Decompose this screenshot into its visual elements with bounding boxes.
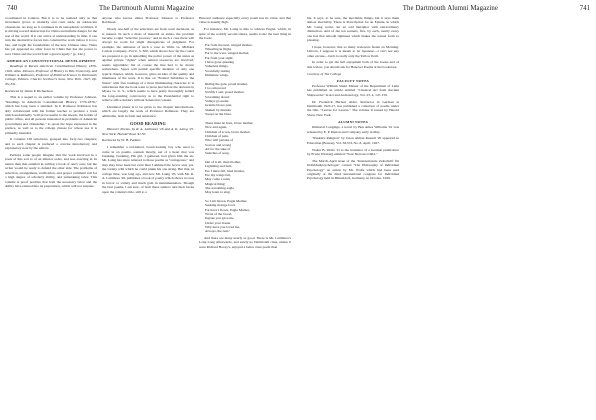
section-heading: GOOD READING [129, 121, 167, 127]
credit-line: Courtesy of The College [307, 71, 342, 76]
paragraph: Walter B. Wolfe '21 is the translator of a German publication by Erwin Wexberg entitled "Your Nervous Child." [307, 147, 399, 156]
right-column-1 [307, 16, 399, 183]
poem-line: I have gone questing [205, 60, 235, 65]
poem [205, 43, 291, 234]
paragraph: Perhaps some people imagine that the work involved in a book of this sort is of an inferior order, and less exacting in its nature than that entailed in writing a book of one's own; but the writer would be ready to defend the other side. The problems of selection, arrangement, verification, and proper comment call for a high degree of scholarly ability, and painstaking labor. This volume is proof positive that both the necessary labor and the ability have entered into its preparation, which will not surprise [5, 152, 97, 189]
poem-line: Immature wings. [205, 73, 229, 78]
left-running-head [7, 5, 288, 12]
poem-line: Ere I must fall, tired mother, [205, 168, 245, 173]
paragraph: Professor William Stuart Messer of the Department of Latin has published an article entitled "Classical Art from Ancient Shipwrecks" in Art and Archaeology, Vol. 23, 4, 147-159. [307, 84, 399, 97]
poem-line: So I am blown, Eagle Mother, [205, 199, 248, 204]
left-columns [5, 16, 290, 251]
book-citation: Hanover Poems, by R. A. Lattimore '26 and A. K. Laing '25. New York: Harold Vinal. $1.50. [102, 127, 194, 136]
poem-line: Out of it all, tired mother, [205, 159, 241, 164]
poem-line: May come a rend, [205, 177, 231, 182]
paragraph: I hope, however, that so many reviewers fasten on Morning, Unborn. I suppose it is meant to be Japanese—I can't see any other excuse—but it is really only the Yellow Peril. [307, 44, 399, 58]
poem-line: May learn to sing. [205, 190, 231, 195]
poem-line: I too am proud [205, 86, 226, 91]
poem-line: Granite blows past, [205, 103, 233, 108]
poem-line: Ere my wings fail, [205, 172, 231, 177]
paragraph: And there are many nearly as good. There is Mr. Lattimore's Long Long Afterwards, and surely no Dartmouth class, unless it were Richard Hovey's, enjoyed a better class poem than [199, 235, 291, 249]
left-page [0, 0, 294, 420]
poem-line: Scornfully testing [205, 68, 230, 73]
poem-line: All for the sake of [205, 146, 231, 151]
paragraph: coordinated in Cannon. But it is to be realized only as that movement grows to maturity and casts aside its adolescent obsessions. As long as it continues in its xenophobic activities, it is driving toward destruction for China and infinite danger for the rest of the world. If it can arrive at understanding in time, it can turn the destructive forces into constructive work before it is too late, and begin the foundations of the new Chinese state. There has yet appeared no other force in China that has the power to save China and the world from a great tragedy." (p. 242.) [5, 16, 97, 56]
paragraph: Hanover audience especially every poem has its value, and that value is usually high. [199, 16, 291, 25]
poem-line: Ingrate you gave me [205, 216, 234, 221]
poem-line: Why have you loved me, [205, 225, 241, 230]
poem-line: Sorrow and wrong [205, 142, 232, 147]
poem-line: Lightning and hail, [205, 164, 232, 169]
poem-line: Seeking strange food, [205, 203, 236, 208]
poem-line: Worst of the brood, [205, 212, 233, 217]
reviewer-byline: Reviewed by James P. Richardson [5, 88, 53, 93]
paragraph: Dr. Frederick Herbert Alder, Instructor in German at Dartmouth 1924-17, has published a collection of poems under the title, "Leaves for Leaves." The volume is issued by Harold Vinal, New York. [307, 99, 399, 117]
poem-line: Swept on the blast. [205, 112, 232, 117]
paragraph: In order to get the full enjoyment both of the books and of this review, you should ask for Hanover Poems at the bookstore. [307, 60, 399, 69]
section-heading: ALUMNI NOTES [337, 120, 369, 125]
poem-line: Children of pain, [205, 133, 229, 138]
poem-line: Snatches of song. [205, 151, 230, 156]
poem-line: Wheeling in flight, [205, 46, 232, 51]
poem-line: Valueless things, [205, 64, 229, 69]
left-column-3 [199, 16, 291, 251]
reviewer-byline: Reviewed by W. B. Perkins [102, 138, 141, 143]
magazine-title: The Dartmouth Alumni Magazine [402, 5, 498, 12]
poem-line: The screaming eagle [205, 185, 234, 190]
book-citation: Readings in Recent American Constitutional History, 1876-1926. Allen Johnson, Professor of History in Yale University, and William A. Robinson, Professor of Political Science in Dartmouth College, Editors. Charles Scribner's Sons, New York. 1927. Pp. XV, 811. [5, 64, 97, 86]
paragraph: It contains 136 selections, grouped into forty-two chapters; and to each chapter is prefaced a concise introductory and explanatory note by the editors. [5, 137, 97, 151]
poem-line: Riding the gale, proud mother, [205, 81, 248, 86]
poem-line: Far have I flown, Eagle Mother, [205, 207, 250, 212]
poem-line: Now and again, [205, 125, 228, 130]
poem-line: Who will partake of [205, 138, 234, 143]
poem-line: Magical thing; [205, 181, 226, 186]
poem-line: Swiftly I sail, proud mother, [205, 90, 245, 95]
paragraph: This is a sequel to an earlier volume by Professor Johnson, "Readings in American Constitutional History, 1776-1876," which has long been a standard. In it Professor Robinson has ably collaborated with his former teacher to produce a book which undoubtedly "will prove useful to the lawyer, the holder of public office, and all persons interested in problems of American government and citizenship," to quote the hope expressed in the preface, as well as to the college classes for whose use it is primarily intended. [5, 95, 97, 135]
right-columns [307, 16, 592, 183]
page-number: 740 [7, 5, 18, 12]
magazine-title: The Dartmouth Alumni Magazine [99, 5, 195, 12]
paragraph: For instance, Mr. Laing is able to achieve Euglet, which, in spite of the wobbly second stanza, seems to me the best thing in the book: [199, 27, 291, 40]
poem-line: Valleys go under, [205, 99, 230, 104]
poem-line: There must be born, brave mother, [205, 120, 254, 125]
left-column-2 [102, 16, 194, 251]
page-number: 741 [579, 5, 590, 12]
section-heading: FACULTY NOTES [337, 79, 369, 83]
paragraph: Immortal Longings, a novel by Ben Ames Williams '10 was released by E. P. Dutton and Company early in May. [307, 125, 399, 134]
right-page [302, 0, 596, 420]
poem-line: Far to the west, winged mother, [205, 51, 250, 56]
left-column-1 [5, 16, 97, 251]
paragraph: anyone who knows either Professor Johnson or Professor Robinson. [102, 16, 194, 25]
paragraph: Unstinted praise is to be given to the chapter introductions, which are largely the work of Professor Robinson. They are admirable, both in form and substance. [102, 104, 194, 118]
paragraph: The March-April issue of the "Internationale Zeitschrift für Individualpsychologie" carried "The Philosophy of Individual Psychology" an article by Mr. Wolfe which had been read originally at the third international congress for Individual Psychology held in Düsseldorf, Germany, in October, 1926. [307, 158, 399, 181]
paragraph: I remember a red-haired, bored-looking boy who used to come in on poems, sonnets mostly, out of a heart that was breaking, breaking. His girl, I gathered, had given him the air. Mr. Laing has since referred to those poems as "outrageous," and they may have been but even then I admired the fervor and, yes, the variety with which he could plunk his one string. But that, in college time, was long ago, and now Mr. Laing '25, with Mr. R. A. Lattimore '26, publishes a book of poetry which shows no loss in fervor or variety and much gain in instrumentation. Though the best poems, I am sure, of both these authors turn their backs upon the volume's title, still to a [102, 145, 194, 194]
right-running-head [309, 5, 590, 12]
poem-line: Always, the best? [205, 229, 230, 234]
paragraph: his. It says, to be sure, the inevitable things, but it says them almost inevitably. There is Prescription for an Epistle, in which Mr. Laing works out an odd metaphor with extraordinary distinction. And of the ten sonnets, five, by each, nearly every one has that smooth tightness which makes the sonnet form so pleasing. [307, 16, 399, 43]
paragraph: Nearly one-half of the selections are from court decisions, as is natural. In such a mass of material as exists, the problem became a rigid "selective process," and in such a case there will always be room for slight divergencies of judgment. For example, the omission of such a case as Walls vs. Midland Carbon Company, 254 U. S. 300, which shows how far the courts are prepared to go in upholding the police power of the states as against private "rights" when natural resources are involved, seems regrettable; but of course the line had to be drawn somewhere. Space will permit specific mention of only one typical chapter, which, however, gives an idea of the quality and timeliness of the work. It is that on "Federal Subsidies to the States" with five readings of a most illuminating character. It is unfortunate that the book went to press just before the decision in Myers vs. U. S., which seems to have pretty thoroughly settled the long-standing controversy as to the Presidential right to remove office-holders without Senatorial consent. [102, 27, 194, 103]
poem-line: Shaken by thunder [205, 107, 232, 112]
paragraph: "Ruskin's Religion" by Jason Almon Russell '20 appeared in Education (Boston), Vol. XLVII, No. 8, April, 1927. [307, 136, 399, 145]
poem-line: Children of scorn, brave mother, [205, 129, 251, 134]
poem-line: Screaming aloud; [205, 94, 230, 99]
poem-line: Far from the nest, winged mother, [205, 42, 253, 47]
section-heading: AMERICAN CONSTITUTIONAL DEVELOPMENT [6, 59, 96, 64]
poem-line: Far from your sight; [205, 55, 234, 60]
poem-line: Under your breast. [205, 220, 232, 225]
